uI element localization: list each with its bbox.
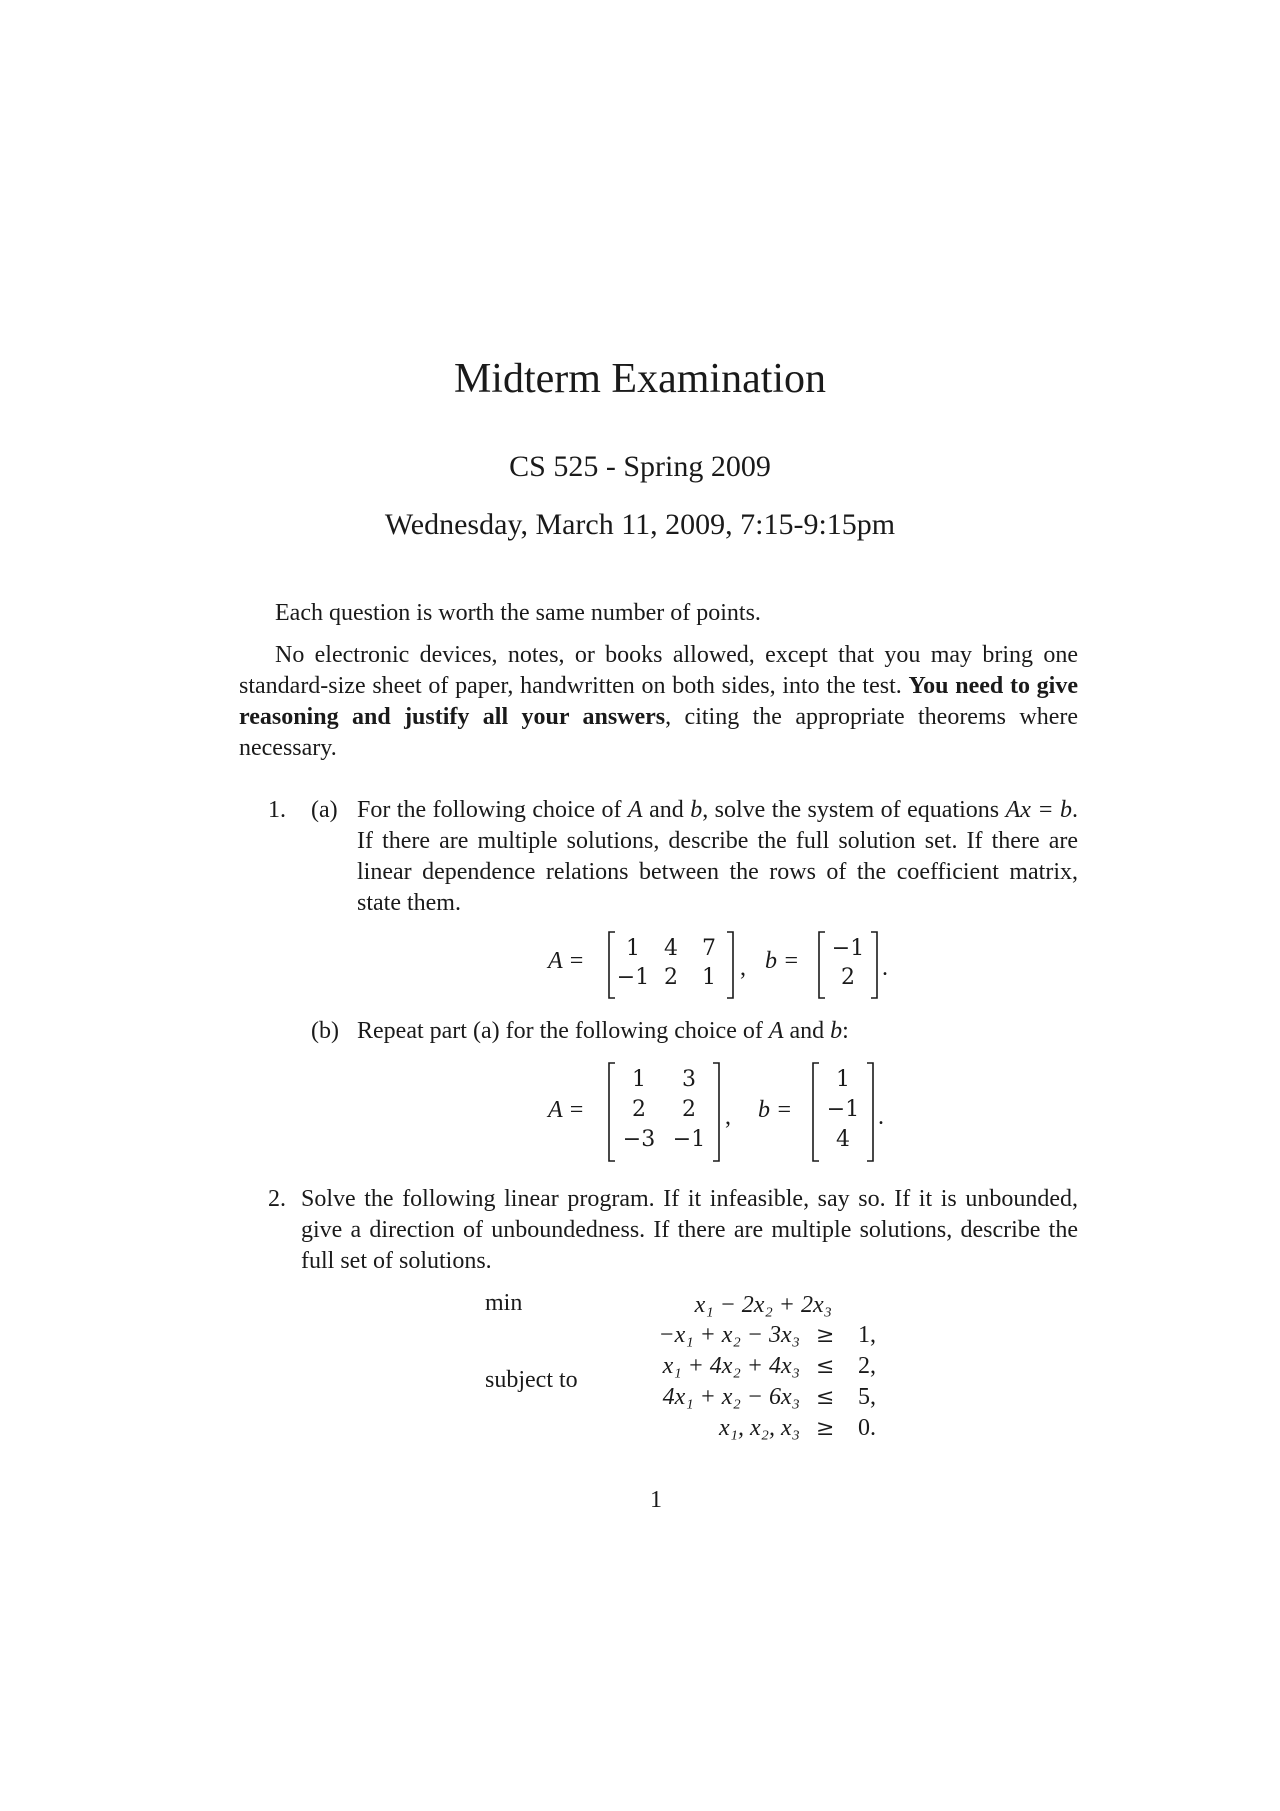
- lp-constraint-rhs: 5,: [858, 1384, 876, 1410]
- q1b-matrix-A: [608, 1063, 720, 1161]
- q1a-b-label: [765, 948, 799, 975]
- q1b-text-3: :: [842, 1018, 849, 1044]
- q1a-period: .: [882, 955, 888, 981]
- page-number: 1: [650, 1487, 662, 1513]
- instruction-rules: [239, 640, 1078, 764]
- lp-constraint-lhs-text: x₁, x₂, x₃: [719, 1415, 800, 1441]
- q1a-text: [357, 795, 1078, 919]
- matrix-cell: −3: [622, 1127, 656, 1152]
- q1a-text-2: and: [649, 797, 684, 823]
- q1a-text-4: . If there are multiple solutions, describe the full solution set. If there are linear dependence relations between the rows of the coefficient matrix, state them.: [357, 797, 1079, 916]
- lp-constraint-rhs: 2,: [858, 1353, 876, 1379]
- q1b-text: [357, 1016, 1078, 1047]
- matrix-cell: −1: [616, 965, 650, 990]
- q1a-A-label: [548, 948, 584, 975]
- instruction-points: Each question is worth the same number of points.: [275, 600, 761, 626]
- q1b-period: .: [878, 1104, 884, 1130]
- q1a-var-A: A: [627, 797, 643, 823]
- page-title: Midterm Examination: [453, 356, 827, 402]
- q1a-comma: ,: [740, 955, 746, 981]
- q1b-A-label: [548, 1097, 584, 1124]
- q1a-text-1: For the following choice of: [357, 797, 622, 823]
- matrix-cell: 2: [841, 965, 855, 990]
- q1-number: 1.: [268, 797, 286, 823]
- lp-constraint-relation: ≤: [816, 1354, 835, 1379]
- lp-constraint-lhs-text: 4x₁ + x₂ − 6x₃: [662, 1384, 800, 1410]
- q1b-b-label: [758, 1097, 792, 1124]
- matrix-cell: 4: [836, 1127, 850, 1152]
- matrix-cell: −1: [672, 1127, 706, 1152]
- lp-constraint-lhs-text: x₁ + 4x₂ + 4x₃: [662, 1353, 800, 1379]
- matrix-cell: 1: [626, 936, 640, 961]
- matrix-cell: −1: [831, 936, 865, 961]
- date-line: Wednesday, March 11, 2009, 7:15-9:15pm: [384, 508, 896, 541]
- lp-constraint-lhs: [0, 1353, 800, 1380]
- matrix-cell: 1: [632, 1067, 646, 1092]
- q1b-text-2: and: [789, 1018, 825, 1044]
- lp-objective-text: x₁ − 2x₂ + 2x₃: [694, 1292, 832, 1318]
- lp-constraint-lhs-text: −x₁ + x₂ − 3x₃: [658, 1322, 800, 1348]
- q1a-matrix-A: [608, 932, 734, 998]
- matrix-cell: 2: [632, 1097, 646, 1122]
- q1a-text-3: , solve the system of equations: [702, 797, 1000, 823]
- lp-constraint-rhs: 1,: [858, 1322, 876, 1348]
- matrix-cell: −1: [826, 1097, 860, 1122]
- q1b-var-A: A: [768, 1018, 784, 1044]
- matrix-cell: 2: [682, 1097, 696, 1122]
- q1b-var-b: b: [830, 1018, 843, 1044]
- instruction-rules-lead: No electronic devices, notes, or books allowed, except that you may bring one standard-size sheet of paper, handwritten on both sides, into the test.: [239, 642, 1078, 699]
- q1b-vector-b: [812, 1063, 874, 1161]
- matrix-cell: 1: [702, 965, 716, 990]
- q1a-var-b: b: [690, 797, 703, 823]
- instruction-rules-tail: , citing the appropriate theorems where necessary.: [239, 704, 1078, 761]
- q1b-A-label-text: A =: [548, 1097, 585, 1123]
- q2-number: 2.: [268, 1186, 286, 1212]
- matrix-cell: 7: [702, 936, 716, 961]
- q1b-text-1: Repeat part (a) for the following choice of: [357, 1018, 763, 1044]
- matrix-cell: 2: [664, 965, 678, 990]
- instruction-rules-bold: You need to give reasoning and justify all your answers: [239, 673, 1078, 730]
- matrix-cell: 4: [664, 936, 678, 961]
- lp-constraint-lhs: [0, 1415, 800, 1442]
- lp-constraint-relation: ≥: [816, 1416, 835, 1441]
- lp-subject-label: subject to: [485, 1367, 578, 1393]
- q1a-b-label-text: b =: [765, 948, 800, 974]
- matrix-cell: 1: [836, 1067, 850, 1092]
- matrix-cell: 3: [682, 1067, 696, 1092]
- lp-constraint-relation: ≤: [816, 1385, 835, 1410]
- q1b-b-label-text: b =: [758, 1097, 793, 1123]
- q1b-comma: ,: [725, 1104, 731, 1130]
- q1a-label: (a): [311, 797, 338, 823]
- q1a-vector-b: [818, 932, 878, 998]
- q2-text: Solve the following linear program. If it infeasible, say so. If it is unbounded, give a direction of unboundedness. If there are multiple solutions, describe the full set of solutions.: [301, 1186, 1078, 1274]
- lp-constraint-rhs: 0.: [858, 1415, 876, 1441]
- lp-constraint-lhs: [0, 1384, 800, 1411]
- lp-constraint-lhs: [0, 1322, 800, 1349]
- lp-constraint-relation: ≥: [816, 1323, 835, 1348]
- lp-objective: [0, 1292, 832, 1319]
- course-line: CS 525 - Spring 2009: [509, 450, 771, 483]
- q1b-label: (b): [311, 1018, 339, 1044]
- q1a-A-label-text: A =: [548, 948, 585, 974]
- q1a-equation: Ax = b: [1005, 797, 1073, 823]
- lp-min-label: min: [485, 1290, 523, 1316]
